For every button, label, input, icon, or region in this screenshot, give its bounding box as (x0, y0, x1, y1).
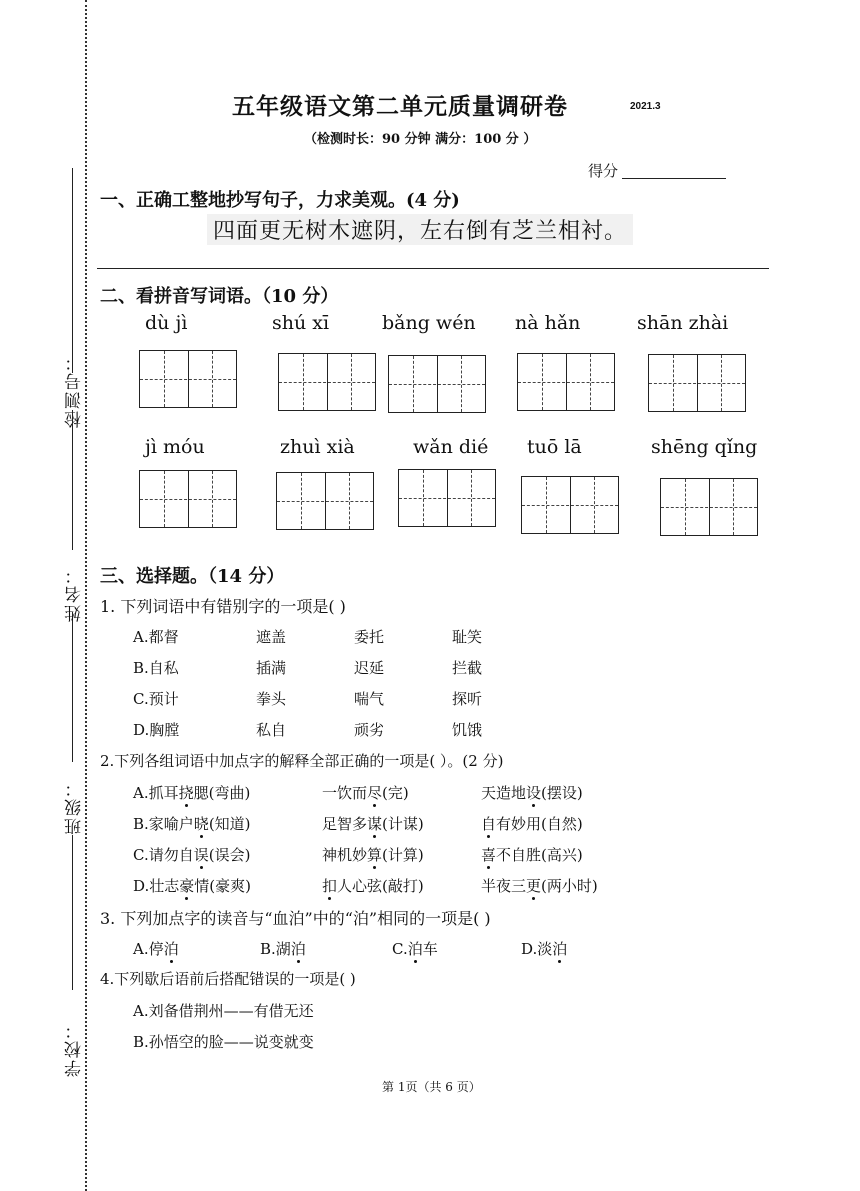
tianzige-box[interactable] (398, 469, 496, 527)
q3-option-d: D.淡泊 (521, 940, 568, 958)
q4-option-b: B.孙悟空的脸——说变就变 (133, 1033, 314, 1051)
name-label: 姓名： (65, 565, 85, 622)
q4-option-a: A.刘备借荆州——有借无还 (133, 1002, 314, 1020)
pinyin-label: shēng qǐng (651, 436, 758, 458)
exam-no-line-lower (72, 410, 73, 550)
q2-option-b-item: B.家喻户晓(知道) (133, 815, 251, 833)
question-1-stem: 1. 下列词语中有错别字的一项是( ) (100, 597, 346, 616)
q1-option-d-word: D.胸膛 (133, 721, 180, 739)
pinyin-label: wǎn dié (413, 436, 489, 458)
q3-option-a: A.停泊 (133, 940, 179, 958)
q1-option-c-word: 拳头 (256, 690, 287, 708)
q1-option-c-word: 探听 (452, 690, 483, 708)
section1-heading: 一、正确工整地抄写句子，力求美观。(4 分) (100, 190, 460, 211)
pinyin-label: dù jì (145, 312, 188, 334)
q2-option-b-item: 自有妙用(自然) (481, 815, 583, 833)
dotted-char: 泊 (163, 940, 179, 958)
tianzige-box[interactable] (521, 476, 619, 534)
q2-option-d-item: 扣人心弦(敲打) (322, 877, 424, 895)
q2-option-b-item: 足智多谋(计谋) (322, 815, 424, 833)
pinyin-label: tuō lā (527, 436, 582, 458)
tianzige-box[interactable] (660, 478, 758, 536)
pinyin-label: shú xī (272, 312, 330, 334)
dotted-char: 泊 (290, 940, 306, 958)
tianzige-box[interactable] (139, 350, 237, 408)
q1-option-d-word: 私自 (256, 721, 287, 739)
dotted-char: 泊 (552, 940, 568, 958)
exam-no-label: 检测号： (65, 352, 85, 428)
q1-option-a-word: 耻笑 (452, 628, 483, 646)
score-label: 得分 (588, 162, 619, 180)
copy-sentence: 四面更无树木遮阴，左右倒有芝兰相衬。 (207, 214, 633, 245)
tianzige-box[interactable] (139, 470, 237, 528)
page-title: 五年级语文第二单元质量调研卷 (232, 93, 568, 120)
q2-option-d-item: 半夜三更(两小时) (481, 877, 598, 895)
exam-date: 2021.3 (630, 101, 661, 112)
tianzige-box[interactable] (517, 353, 615, 411)
tianzige-box[interactable] (648, 354, 746, 412)
dotted-char: 设 (526, 784, 542, 802)
dotted-char: 尽 (367, 784, 383, 802)
page-number: 第 1页（共 6 页） (382, 1080, 481, 1094)
dotted-char: 更 (526, 877, 542, 895)
score-blank[interactable] (622, 178, 726, 179)
q1-option-c-word: 喘气 (354, 690, 385, 708)
q1-option-d-word: 饥饿 (452, 721, 483, 739)
pinyin-label: zhuì xià (280, 436, 355, 458)
section3-heading: 三、选择题。（14 分） (100, 566, 285, 587)
dotted-char: 泊 (407, 940, 423, 958)
q2-option-a-item: 天造地设(摆设) (481, 784, 583, 802)
pinyin-label: nà hǎn (515, 312, 581, 334)
q2-option-c-item: 神机妙算(计算) (322, 846, 424, 864)
tianzige-box[interactable] (278, 353, 376, 411)
question-4-stem: 4.下列歇后语前后搭配错误的一项是( ) (100, 970, 356, 988)
dotted-char: 扣 (322, 877, 338, 895)
q2-option-c-item: C.请勿自误(误会) (133, 846, 251, 864)
q1-option-b-word: 插满 (256, 659, 287, 677)
question-3-stem: 3. 下列加点字的读音与“血泊”中的“泊”相同的一项是( ) (100, 909, 491, 928)
class-line (72, 835, 73, 990)
class-label: 班级： (65, 778, 85, 835)
q1-option-b-word: 拦截 (452, 659, 483, 677)
q1-option-c-word: C.预计 (133, 690, 179, 708)
dotted-char: 算 (367, 846, 383, 864)
dotted-char: 晓 (193, 815, 209, 833)
q1-option-a-word: A.都督 (133, 628, 179, 646)
pinyin-label: bǎng wén (382, 312, 476, 334)
name-line (72, 612, 73, 762)
q1-option-a-word: 遮盖 (256, 628, 287, 646)
q1-option-d-word: 顽劣 (354, 721, 385, 739)
q1-option-a-word: 委托 (354, 628, 385, 646)
dotted-char: 喜 (481, 846, 497, 864)
exam-no-line (72, 168, 73, 373)
q2-option-a-item: A.抓耳挠腮(弯曲) (133, 784, 251, 802)
tianzige-box[interactable] (388, 355, 486, 413)
q1-option-b-word: B.自私 (133, 659, 179, 677)
pinyin-label: jì móu (145, 436, 205, 458)
exam-subtitle: （检测时长：90 分钟 满分：100 分 ） (304, 132, 537, 147)
copy-writing-line[interactable] (97, 268, 769, 269)
section2-heading: 二、看拼音写词语。（10 分） (100, 286, 339, 307)
school-label: 学校： (65, 1020, 85, 1077)
dotted-char: 挠 (178, 784, 194, 802)
tianzige-box[interactable] (276, 472, 374, 530)
dotted-char: 自 (481, 815, 497, 833)
q3-option-b: B.湖泊 (260, 940, 306, 958)
dotted-char: 谋 (367, 815, 383, 833)
q2-option-c-item: 喜不自胜(高兴) (481, 846, 583, 864)
q2-option-d-item: D.壮志豪情(豪爽) (133, 877, 251, 895)
q3-option-c: C.泊车 (392, 940, 438, 958)
pinyin-label: shān zhài (637, 312, 729, 334)
dotted-char: 豪 (179, 877, 195, 895)
dotted-char: 误 (193, 846, 209, 864)
q1-option-b-word: 迟延 (354, 659, 385, 677)
question-2-stem: 2.下列各组词语中加点字的解释全部正确的一项是( ）。(2 分) (100, 752, 504, 770)
q2-option-a-item: 一饮而尽(完) (322, 784, 409, 802)
